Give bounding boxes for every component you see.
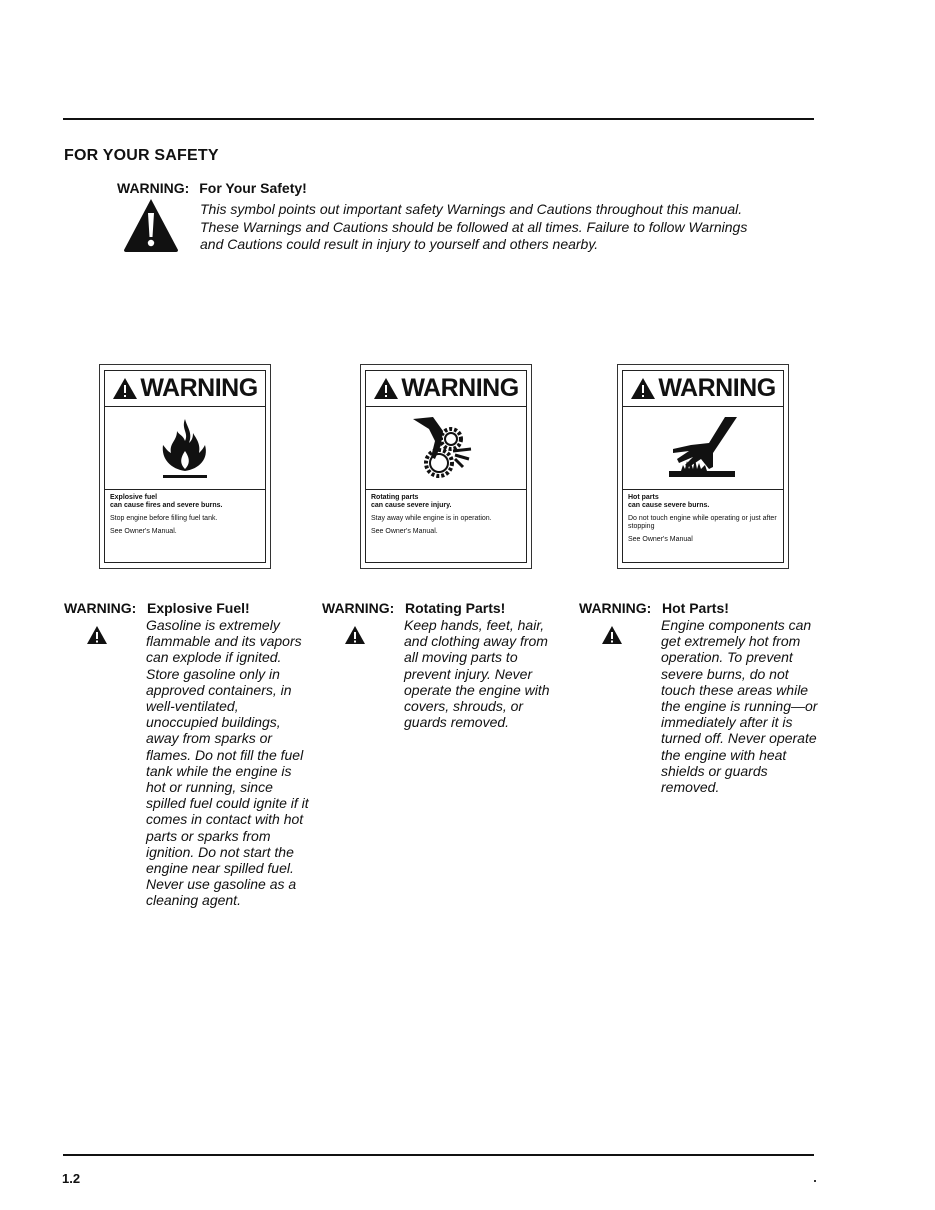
pictogram [623, 407, 783, 490]
warning-triangle-icon [122, 197, 180, 253]
warning-heading: WARNING: Explosive Fuel! [64, 600, 250, 616]
scan-speck [814, 1180, 816, 1182]
warning-rotating-parts [322, 600, 550, 731]
hand-hot-surface-icon [665, 413, 741, 483]
warning-triangle-icon [630, 377, 656, 400]
warning-triangle-icon [373, 377, 399, 400]
pictogram [366, 407, 526, 490]
warning-body: Gasoline is extremely flammable and its vapors can explode if ignited. Store gasoline only in approved containers, in well-ventilated, unoccupied buildings, away from sparks or flames. Do not fill the fuel tank while the engine is hot or running, since spilled fuel could ignite if it comes in contact with hot parts or sparks from ignition. Do not start the engine near spilled fuel. Never use gasoline as a cleaning agent. [146, 617, 309, 909]
safety-label-rotating-parts [360, 364, 532, 569]
safety-label-hot-parts [617, 364, 789, 569]
warning-heading: WARNING: Hot Parts! [579, 600, 729, 616]
warning-body: Keep hands, feet, hair, and clothing away from all moving parts to prevent injury. Never operate the engine with covers, shrouds, or guards removed. [404, 617, 550, 731]
warning-triangle-icon [86, 625, 108, 645]
page-number: 1.2 [62, 1171, 81, 1186]
intro-warning-label: WARNING: [117, 180, 190, 196]
label-header: WARNING [623, 371, 783, 407]
warning-explosive-fuel [64, 600, 309, 909]
label-text: Rotating parts can cause severe injury. Stay away while engine is in operation. See Owner's Manual. [371, 494, 492, 535]
warning-triangle-icon [344, 625, 366, 645]
intro-body: This symbol points out important safety Warnings and Cautions throughout this manual. These Warnings and Cautions should be followed at all times. Failure to follow Warnings and Cautions could result in injury to yourself and others nearby. [200, 201, 748, 252]
warning-body: Engine components can get extremely hot from operation. To prevent severe burns, do not touch these areas while the engine is running—or immediately after it is turned off. Never operate the engine with heat shields or guards removed. [661, 617, 818, 796]
label-text: Explosive fuel can cause fires and severe burns. Stop engine before filling fuel tank. See Owner's Manual. [110, 494, 223, 535]
label-header: WARNING [366, 371, 526, 407]
flame-icon [155, 415, 215, 481]
warning-hot-parts [579, 600, 818, 796]
warning-triangle-icon [601, 625, 623, 645]
top-rule [63, 118, 814, 120]
section-title: FOR YOUR SAFETY [64, 147, 219, 164]
hand-in-gears-icon [411, 413, 481, 483]
pictogram [105, 407, 265, 490]
warning-heading: WARNING: Rotating Parts! [322, 600, 506, 616]
label-header: WARNING [105, 371, 265, 407]
safety-label-explosive-fuel [99, 364, 271, 569]
warning-triangle-icon [112, 377, 138, 400]
label-text: Hot parts can cause severe burns. Do not touch engine while operating or just after stopping See Owner's Manual [628, 494, 777, 543]
bottom-rule [63, 1154, 814, 1156]
intro-heading [117, 180, 307, 196]
intro-title: For Your Safety! [199, 180, 307, 196]
